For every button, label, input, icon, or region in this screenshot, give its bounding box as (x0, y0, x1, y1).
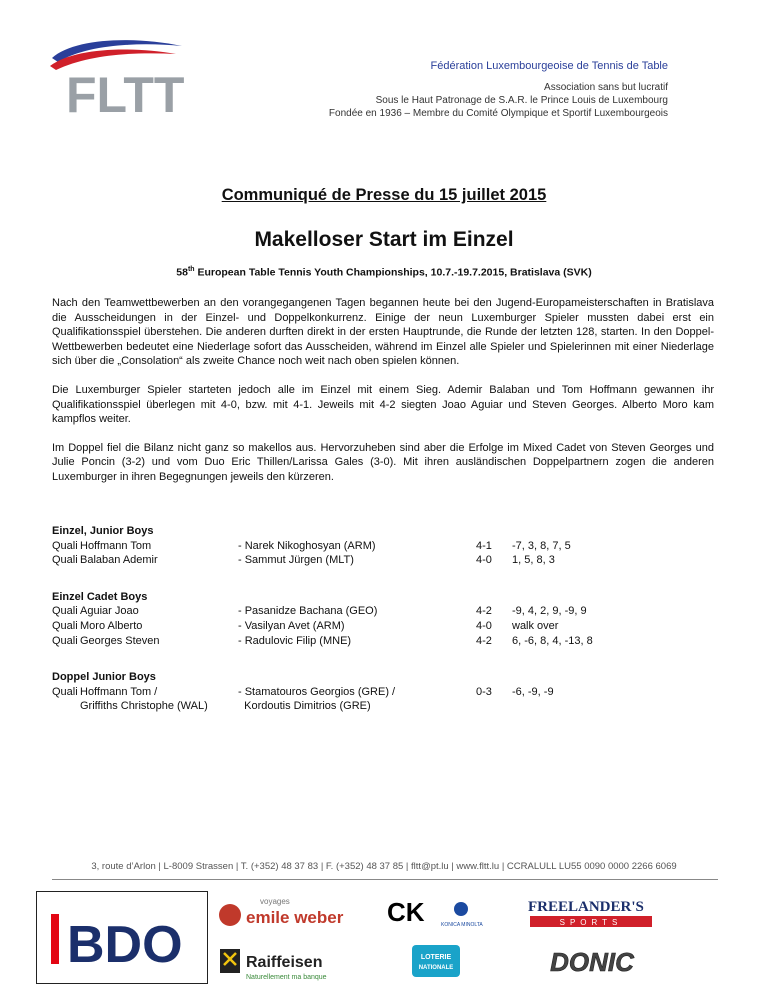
group-title: Einzel Cadet Boys (52, 590, 148, 603)
result-row: Quali Hoffmann Tom / - Stamatouros Georgios (GRE) / 0-3 -6, -9, -9 (52, 685, 554, 698)
paragraph: Nach den Teamwettbewerben an den vorangegangenen Tagen begannen heute bei den Jugend-Europameisterschaften in Bratislava die Ausscheidungen in der Einzel- und Doppelkonkurrenz. Einige der neun Luxemburger Spieler mussten dabei erst ein Qualifikationsspiel überstehen. Die anderen durften direkt in der ersten Hauptrunde, die Runde der letzten 128, starten. In den Doppel-Wettbewerben bedeutet eine Niederlage sofort das Ausscheiden, während im Einzel alle Spieler und Spielerinnen mit einer Niederlage sich über die „Consolation“ als zweite Chance noch weit nach oben spielen können. (52, 297, 714, 368)
svg-text:BDO: BDO (67, 916, 183, 974)
svg-text:SPORTS: SPORTS (559, 918, 623, 927)
svg-text:CK: CK (387, 897, 425, 927)
svg-text:LOTERIE: LOTERIE (420, 954, 452, 961)
svg-text:Naturellement ma banque: Naturellement ma banque (246, 974, 327, 981)
footer-divider (52, 879, 718, 880)
results-group (52, 524, 714, 568)
press-release-title: Communiqué de Presse du 15 juillet 2015 (221, 186, 547, 204)
result-row: Quali Balaban Ademir - Sammut Jürgen (MLT) 4-0 1, 5, 8, 3 (52, 554, 555, 567)
svg-text:emile weber: emile weber (246, 908, 344, 927)
svg-text:voyages: voyages (260, 897, 290, 906)
results-section (52, 524, 714, 734)
paragraph: Die Luxemburger Spieler starteten jedoch alle im Einzel mit einem Sieg. Ademir Balaban und Tom Hoffmann gewannen ihr Qualifikationsspiel überlegen mit 4-0, bzw. mit 4-1. Jeweils mit 4-2 siegten Joao Aguiar und Steven Georges. Alberto Moro kam kampflos weiter. (52, 383, 714, 426)
svg-text:Raiffeisen: Raiffeisen (246, 954, 323, 971)
footer-address: 3, route d’Arlon | L-8009 Strassen | T. (+352) 48 37 83 | F. (+352) 48 37 85 | fltt@pt.lu | www.fltt.lu | CCRALULL LU55 0090 0000 2266 6069 (91, 861, 677, 872)
donic-logo (526, 943, 658, 979)
svg-text:KONICA MINOLTA: KONICA MINOLTA (441, 922, 483, 928)
loterie-nationale-logo (406, 941, 466, 981)
sponsor-logos (36, 891, 732, 987)
result-row: Quali Aguiar Joao - Pasanidze Bachana (GEO) 4-2 -9, 4, 2, 9, -9, 9 (52, 605, 587, 618)
emile-weber-logo (216, 894, 356, 930)
raiffeisen-logo (216, 943, 356, 983)
freelanders-sports-logo (524, 893, 658, 931)
svg-text:FREELANDER'S: FREELANDER'S (528, 899, 644, 915)
result-row: Quali Georges Steven - Radulovic Filip (MNE) 4-2 6, -6, 8, 4, -13, 8 (52, 634, 593, 647)
org-line: Sous le Haut Patronage de S.A.R. le Prince Louis de Luxembourg (375, 95, 668, 106)
group-title: Doppel Junior Boys (52, 671, 156, 684)
svg-text:DONIC: DONIC (550, 947, 634, 977)
svg-text:FLTT: FLTT (66, 67, 185, 116)
fltt-logo (44, 36, 194, 116)
bdo-logo (36, 891, 208, 984)
result-row: Quali Hoffmann Tom - Narek Nikoghosyan (ARM) 4-1 -7, 3, 8, 7, 5 (52, 539, 571, 552)
article-body (52, 296, 714, 499)
ck-konica-logo (381, 897, 491, 929)
organization-info (329, 60, 668, 120)
results-group (52, 670, 714, 714)
result-row: Quali Moro Alberto - Vasilyan Avet (ARM) 4-0 walk over (52, 619, 559, 632)
results-group (52, 590, 714, 648)
svg-text:NATIONALE: NATIONALE (418, 965, 454, 971)
headline: Makelloser Start im Einzel (254, 228, 514, 251)
result-row: Griffiths Christophe (WAL) Kordoutis Dimitrios (GRE) (80, 700, 371, 713)
org-line: Fondée en 1936 – Membre du Comité Olympique et Sportif Luxembourgeois (328, 108, 668, 119)
paragraph: Im Doppel fiel die Bilanz nicht ganz so makellos aus. Hervorzuheben sind aber die Erfolge im Mixed Cadet von Steven Georges und Julie Poncin (3-2) und vom Duo Eric Thillen/Larissa Gales (3-0). Mit ihren ausländischen Doppelpartnern zogen die anderen Luxemburger in ihren Begegnungen jeweils den kürzeren. (52, 441, 714, 483)
group-title: Einzel, Junior Boys (52, 525, 154, 537)
org-line: Association sans but lucratif (544, 82, 668, 93)
subheadline: 58th European Table Tennis Youth Championships, 10.7.-19.7.2015, Bratislava (SVK) (176, 266, 592, 279)
organization-name: Fédération Luxembourgeoise de Tennis de Table (430, 60, 668, 72)
